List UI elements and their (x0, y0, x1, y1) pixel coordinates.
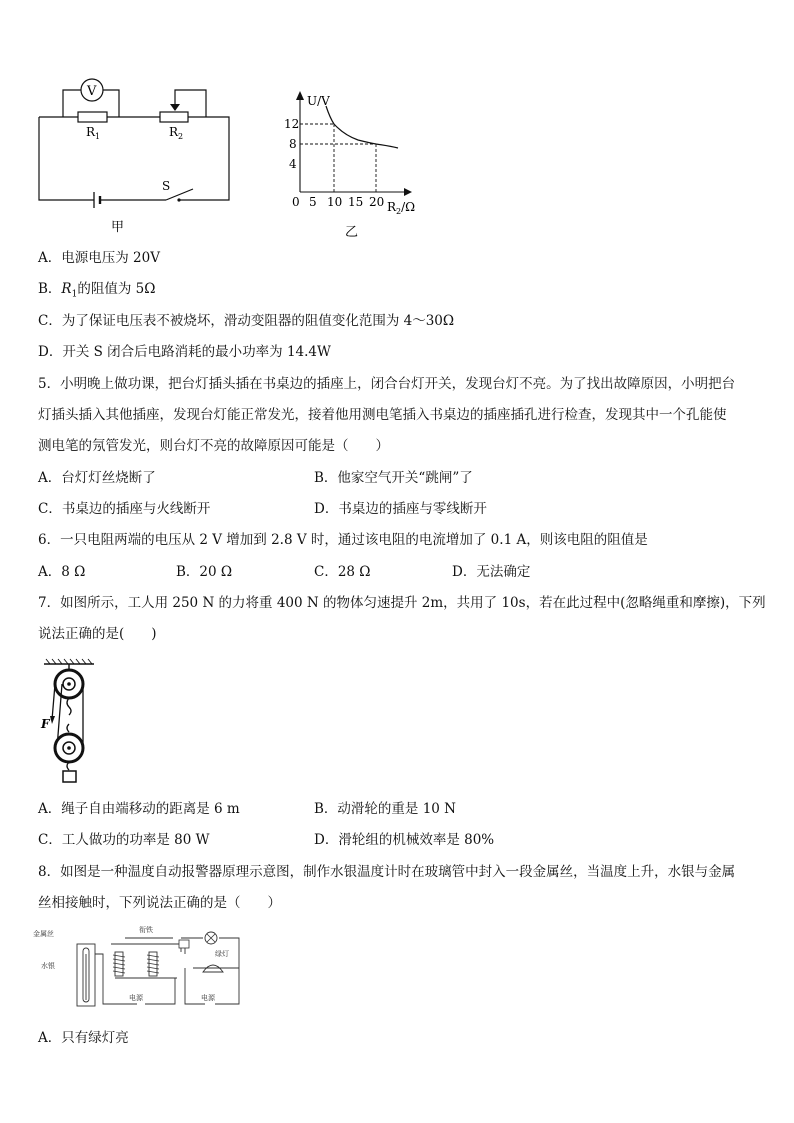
q6-stem: 6．一只电阻两端的电压从 2 V 增加到 2.8 V 时，通过该电阻的电流增加了 0.1 A，则该电阻的阻值是 (38, 532, 648, 548)
y-tick-12: 12 (284, 117, 300, 131)
alarm-circuit-diagram (33, 924, 245, 1016)
q6-option-c: C．28 Ω (314, 564, 371, 580)
q5-option-c: C．书桌边的插座与火线断开 (38, 501, 211, 517)
q5-option-d: D．书桌边的插座与零线断开 (314, 501, 487, 517)
q8-stem-line2: 丝相接触时，下列说法正确的是（ ） (38, 895, 281, 911)
q4-option-d: D．开关 S 闭合后电路消耗的最小功率为 14.4W (38, 344, 331, 360)
label-green-lamp: 绿灯 (215, 950, 229, 958)
q8-option-a: A．只有绿灯亮 (38, 1030, 129, 1046)
graph-caption: 乙 (345, 225, 359, 240)
q5-option-b: B．他家空气开关“跳闸”了 (314, 470, 473, 486)
r2-label: $R_2$ (169, 125, 184, 141)
x-tick-10: 10 (327, 195, 343, 209)
y-axis-arrow (296, 91, 304, 100)
r1-label: $R_1$ (86, 125, 101, 141)
force-label: F (41, 717, 50, 731)
resistor-r1 (78, 112, 107, 122)
circuit-caption: 甲 (111, 220, 125, 235)
circuit-diagram (30, 70, 245, 235)
label-armature: 衔铁 (139, 926, 153, 934)
x-tick-5: 5 (309, 195, 317, 209)
label-power-left: 电源 (129, 994, 143, 1002)
label-power-right: 电源 (201, 994, 215, 1002)
q4-option-b: B．$R_1$的阻值为 5Ω (38, 281, 156, 300)
load-block (63, 771, 76, 782)
switch-contact (177, 198, 180, 201)
q4-option-a: A．电源电压为 20V (38, 250, 160, 266)
y-tick-8: 8 (289, 137, 297, 151)
resistor-r2 (160, 112, 188, 122)
q6-option-d: D．无法确定 (452, 564, 531, 580)
slider-arrowhead (170, 104, 180, 111)
q7-stem-line1: 7．如图所示，工人用 250 N 的力将重 400 N 的物体匀速提升 2m，共用了 10s，若在此过程中(忽略绳重和摩擦)，下列 (38, 595, 766, 611)
q5-option-a: A．台灯灯丝烧断了 (38, 470, 156, 486)
origin-label: 0 (292, 195, 300, 209)
q6-option-a: A．8 Ω (38, 564, 86, 580)
q4-option-c: C．为了保证电压表不被烧坏，滑动变阻器的阻值变化范围为 4～30Ω (38, 313, 455, 329)
q7-option-d: D．滑轮组的机械效率是 80% (314, 832, 495, 848)
y-axis-label: U/V (307, 94, 330, 108)
q8-stem-line1: 8．如图是一种温度自动报警器原理示意图，制作水银温度计时在玻璃管中封入一段金属丝，当温度上升，水银与金属 (38, 864, 736, 880)
q5-stem-line2: 灯插头插入其他插座，发现台灯能正常发光，接着他用测电笔插入书桌边的插座插孔进行检查，发现其中一个孔能使 (38, 407, 727, 423)
voltmeter-label: V (87, 84, 97, 99)
y-tick-4: 4 (289, 157, 297, 171)
label-metal-wire: 金属丝 (33, 930, 54, 938)
pulley-diagram (38, 658, 100, 786)
q5-stem-line3: 测电笔的氖管发光，则台灯不亮的故障原因可能是（ ） (38, 438, 389, 454)
q7-stem-line2: 说法正确的是( ) (38, 626, 157, 642)
x-axis-label: $R_2/\Omega$ (387, 200, 416, 216)
switch-label: S (162, 179, 171, 193)
q7-option-b: B．动滑轮的重是 10 N (314, 801, 456, 817)
x-axis-arrow (404, 188, 412, 196)
q6-option-b: B．20 Ω (176, 564, 233, 580)
label-mercury: 水银 (41, 962, 55, 970)
q7-option-a: A．绳子自由端移动的距离是 6 m (38, 801, 240, 817)
voltage-resistance-graph (282, 88, 427, 240)
graph-curve (326, 106, 398, 148)
x-tick-15: 15 (348, 195, 364, 209)
q5-stem-line1: 5．小明晚上做功课，把台灯插头插在书桌边的插座上，闭合台灯开关，发现台灯不亮。为了找出故障原因，小明把台 (38, 376, 736, 392)
x-tick-20: 20 (369, 195, 385, 209)
q7-option-c: C．工人做功的功率是 80 W (38, 832, 210, 848)
